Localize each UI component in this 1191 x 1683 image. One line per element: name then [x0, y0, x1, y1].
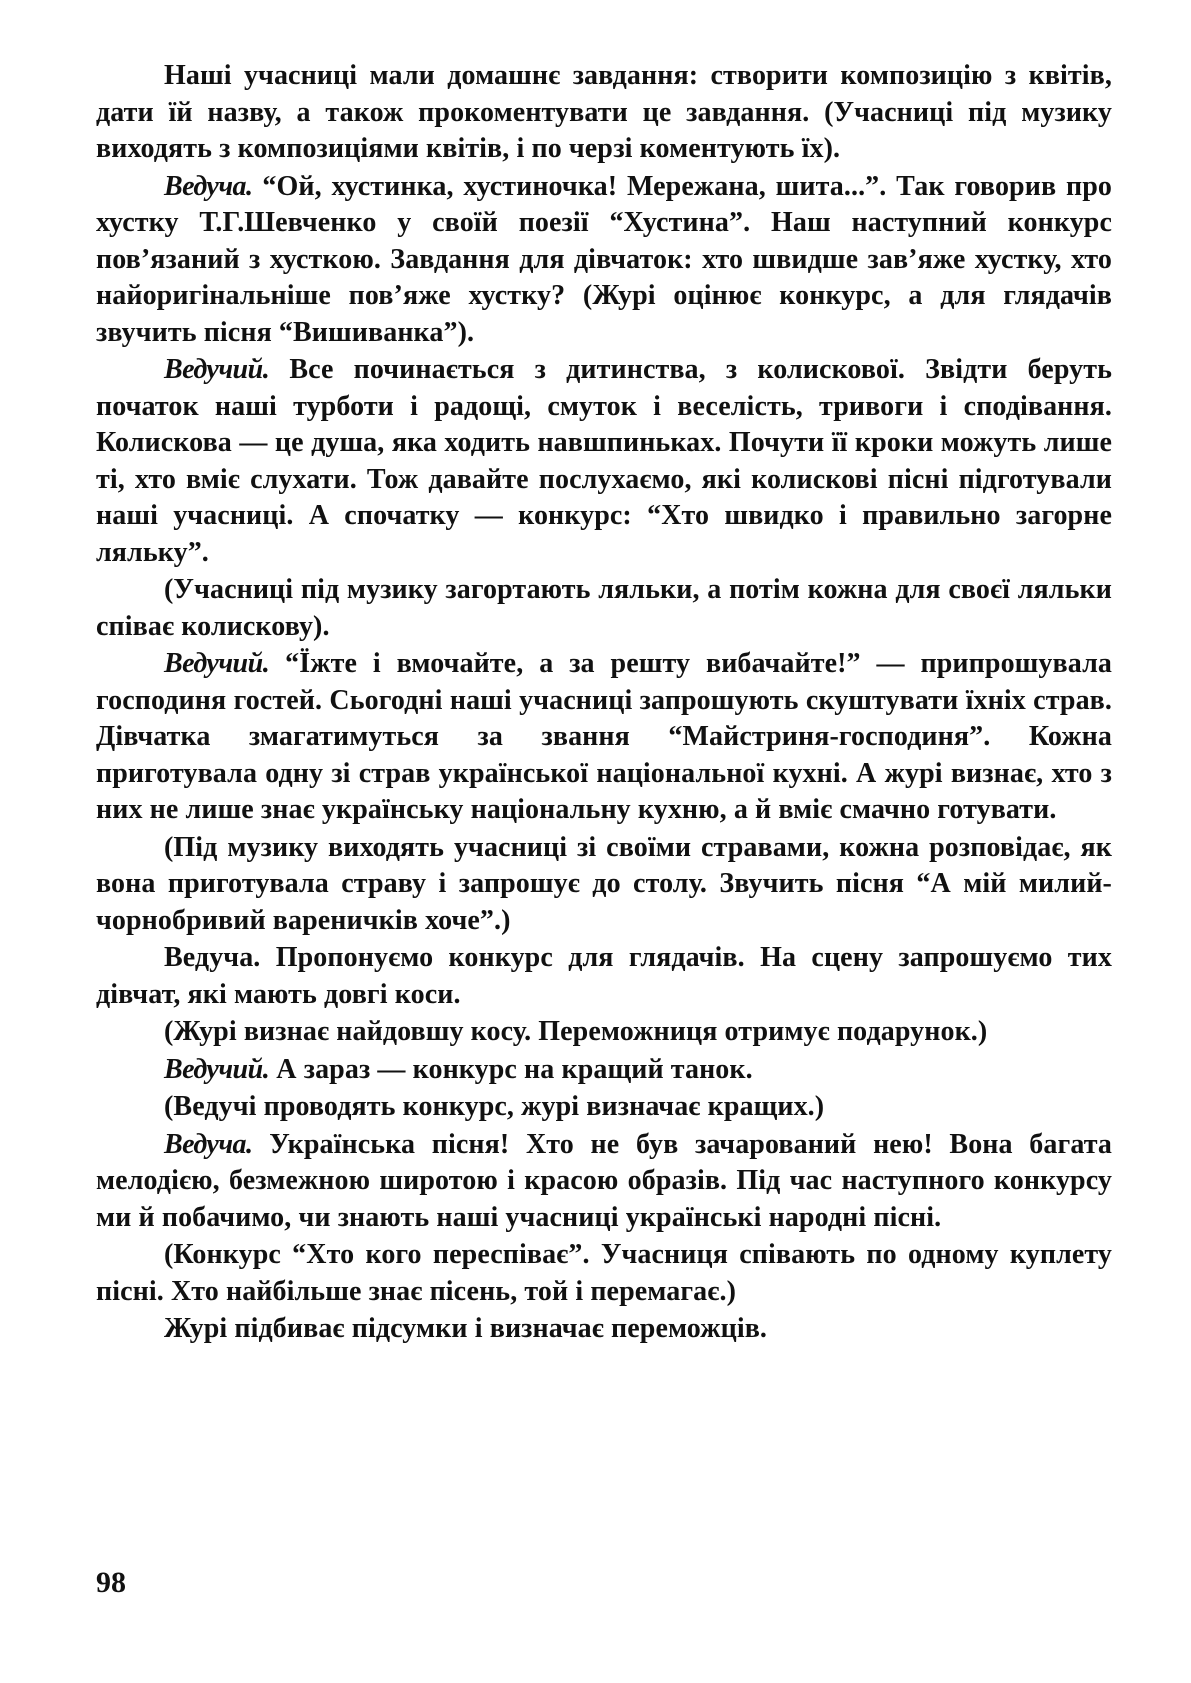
- paragraph-3: [96, 352, 1112, 571]
- paragraph-text: А зараз — конкурс на кращий танок.: [269, 1053, 753, 1085]
- speaker-label: Ведучий.: [164, 1053, 270, 1085]
- page-number: 98: [96, 1566, 126, 1599]
- paragraph-8: [96, 1014, 1112, 1051]
- paragraph-text: Наші учасниці мали домашнє завдання: створити композицію з квітів, дати їй назву, а також прокоментувати це завдання. (Учасниці під музику виходять з композиціями квітів, і по черзі коментують їх).: [96, 60, 1112, 164]
- paragraph-text: Журі підбиває підсумки і визначає переможців.: [164, 1313, 768, 1344]
- paragraph-13: [96, 1311, 1112, 1348]
- page-body-text: [96, 58, 1112, 1349]
- paragraph-2: [96, 169, 1112, 352]
- paragraph-6: [96, 830, 1112, 940]
- paragraph-11: [96, 1127, 1112, 1237]
- speaker-label: Ведуча.: [164, 170, 253, 202]
- paragraph-4: [96, 572, 1112, 645]
- paragraph-7: [96, 940, 1112, 1013]
- speaker-label: Ведучий.: [164, 354, 270, 385]
- paragraph-text: “Ой, хустинка, хустиночка! Мережана, шита...”. Так говорив про хустку Т.Г.Шевченко у своїй поезії “Хустина”. Наш наступний конкурс пов’язаний з хусткою. Завдання для дівчаток: хто швидше зав’яже хустку, хто найоригінальніше пов’яже хустку? (Журі оцінює конкурс, а для глядачів звучить пісня “Вишиванка”).: [96, 170, 1112, 348]
- paragraph-10: [96, 1089, 1112, 1126]
- paragraph-text: (Ведучі проводять конкурс, журі визначає кращих.): [164, 1091, 825, 1122]
- paragraph-text: “Їжте і вмочайте, а за решту вибачайте!” — припрошувала господиня гостей. Сьогодні наші учасниці запрошують скуштувати їхніх страв. Дівчатка змагатимуться за звання “Майстриня-господиня”. Кожна приготувала одну зі страв української національної кухні. А журі визнає, хто з них не лише знає українську національну кухню, а й вміє смачно готувати.: [96, 648, 1112, 825]
- paragraph-12: [96, 1237, 1112, 1310]
- paragraph-text: (Під музику виходять учасниці зі своїми стравами, кожна розповідає, як вона приготувала страву і запрошує до столу. Звучить пісня “А мій милий-чорнобривий вареничків хоче”.): [96, 831, 1112, 936]
- paragraph-text: (Конкурс “Хто кого переспіває”. Учасниця співають по одному куплету пісні. Хто найбільше знає пісень, той і перемагає.): [96, 1239, 1112, 1307]
- speaker-label: Ведучий.: [164, 648, 270, 679]
- speaker-label: Ведуча.: [164, 1128, 253, 1160]
- paragraph-5: [96, 646, 1112, 829]
- paragraph-1: [96, 58, 1112, 168]
- paragraph-text: (Журі визнає найдовшу косу. Переможниця отримує подарунок.): [164, 1016, 988, 1047]
- paragraph-9: [96, 1052, 1112, 1089]
- paragraph-text: (Учасниці під музику загортають ляльки, а потім кожна для своєї ляльки співає колискову).: [96, 574, 1112, 642]
- paragraph-text: Ведуча. Пропонуємо конкурс для глядачів. На сцену запрошуємо тих дівчат, які мають довгі коси.: [96, 942, 1112, 1010]
- paragraph-text: Українська пісня! Хто не був зачарований нею! Вона багата мелодією, безмежною широтою і красою образів. Під час наступного конкурсу ми й побачимо, чи знають наші учасниці українські народні пісні.: [96, 1128, 1112, 1233]
- paragraph-text: Все починається з дитинства, з колискової. Звідти беруть початок наші турботи і радощі, смуток і веселість, тривоги і сподівання. Колискова — це душа, яка ходить навшпиньках. Почути її кроки можуть лише ті, хто вміє слухати. Тож давайте послухаємо, які колискові пісні підготували наші учасниці. А спочатку — конкурс: “Хто швидко і правильно загорне ляльку”.: [96, 354, 1112, 568]
